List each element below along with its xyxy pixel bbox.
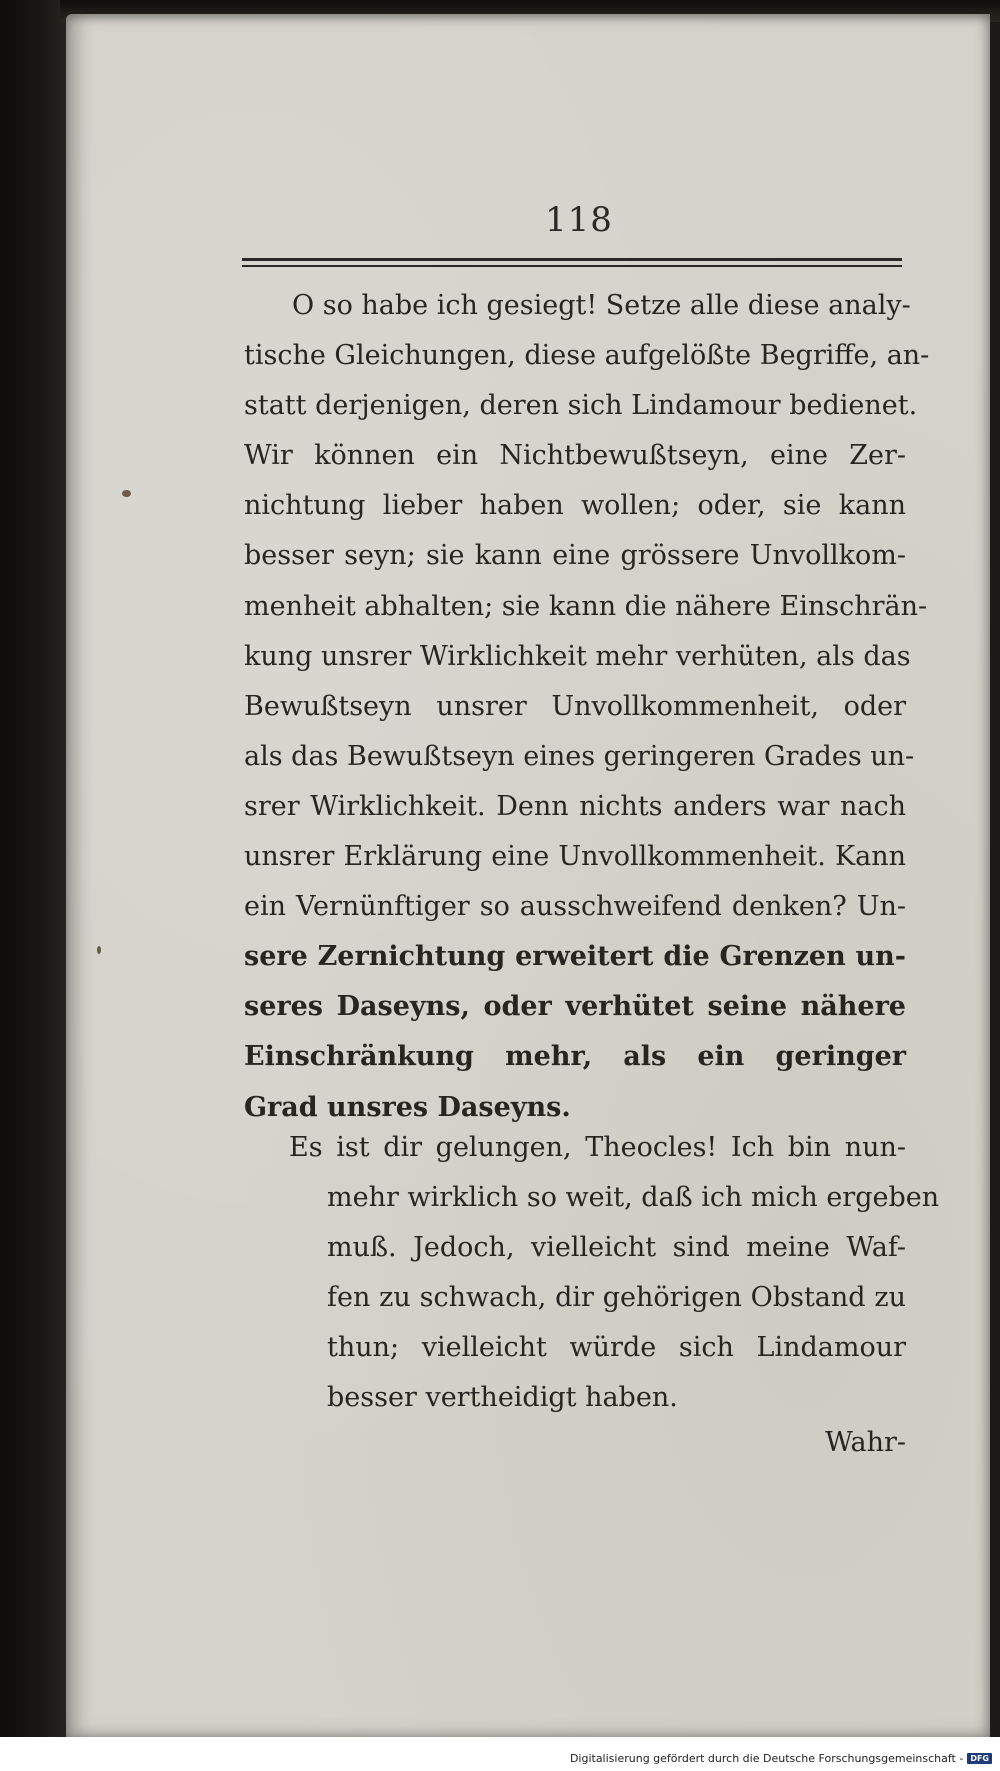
main-paragraph — [244, 281, 930, 1133]
text-line: besser seyn; sie kann eine grössere Unvollkom- — [244, 540, 906, 572]
reply-paragraph — [289, 1123, 940, 1424]
paper-speck — [122, 490, 131, 497]
text-line: thun; vielleicht würde sich Lindamour — [327, 1332, 906, 1364]
text-line-emphasis: seres Daseyns, oder verhütet seine nähere — [244, 991, 906, 1023]
text-line: besser vertheidigt haben. — [327, 1382, 678, 1414]
header-rule-thin — [242, 265, 902, 267]
credit-text: Digitalisierung gefördert durch die Deutsche Forschungsgemeinschaft - — [569, 1752, 964, 1765]
text-line: Es ist dir gelungen, Theocles! Ich bin nun- — [289, 1132, 906, 1163]
text-line: statt derjenigen, deren sich Lindamour bedienet. — [244, 390, 918, 422]
text-line: O so habe ich gesiegt! Setze alle diese analy- — [292, 290, 911, 321]
text-line: kung unsrer Wirklichkeit mehr verhüten, als das — [244, 640, 911, 672]
page-number: 118 — [545, 200, 613, 240]
header-rule-thick — [242, 258, 902, 261]
paper-speck — [97, 946, 101, 954]
text-line: fen zu schwach, dir gehörigen Obstand zu — [327, 1282, 906, 1314]
text-line: menheit abhalten; sie kann die nähere Einschrän- — [244, 590, 928, 622]
text-line-emphasis: sere Zernichtung erweitert die Grenzen un- — [244, 941, 906, 973]
text-line-emphasis: Grad unsres Daseyns. — [244, 1091, 571, 1123]
text-line: tische Gleichungen, diese aufgelößte Begriffe, an- — [244, 340, 930, 372]
text-line: unsrer Erklärung eine Unvollkommenheit. Kann — [244, 841, 906, 873]
text-line-emphasis: Einschränkung mehr, als ein geringer — [244, 1041, 906, 1073]
text-line: Wir können ein Nichtbewußtseyn, eine Zer- — [244, 440, 906, 472]
text-line: als das Bewußtseyn eines geringeren Grades un- — [244, 740, 915, 772]
text-line: muß. Jedoch, vielleicht sind meine Waf- — [327, 1232, 906, 1264]
catchword: Wahr- — [825, 1427, 906, 1458]
text-line: srer Wirklichkeit. Denn nichts anders war nach — [244, 790, 906, 822]
text-line: mehr wirklich so weit, daß ich mich ergeben — [327, 1182, 940, 1214]
text-line: nichtung lieber haben wollen; oder, sie kann — [244, 490, 906, 522]
digitization-credit — [570, 1752, 992, 1765]
dfg-logo-icon: DFG — [967, 1753, 992, 1764]
text-line: Bewußtseyn unsrer Unvollkommenheit, oder — [244, 690, 906, 722]
text-line: ein Vernünftiger so ausschweifend denken? Un- — [244, 891, 906, 923]
